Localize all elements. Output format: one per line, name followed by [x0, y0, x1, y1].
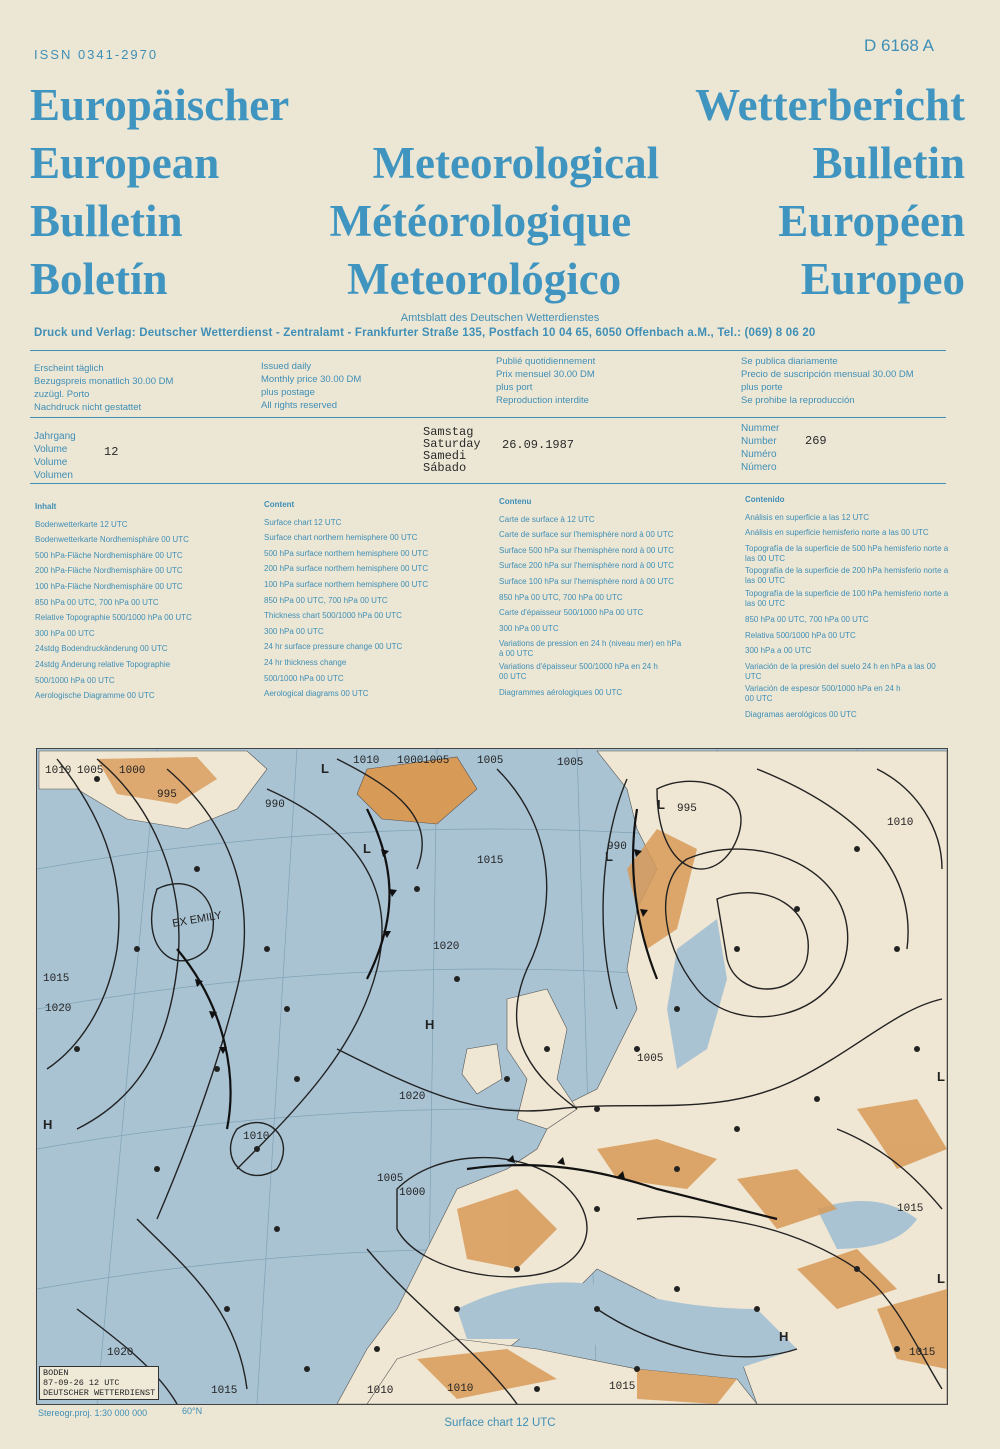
high-pressure-center: H [425, 1017, 435, 1032]
subscription-line: Issued daily [261, 361, 312, 372]
number-label: Numéro [741, 449, 777, 460]
isobar-label: 995 [157, 789, 177, 801]
contents-item: 100 hPa-Fläche Nordhemisphäre 00 UTC [35, 581, 183, 591]
contents-item: Diagramas aerológicos 00 UTC [745, 710, 857, 720]
divider [30, 483, 946, 484]
contents-item: Variations d'épaisseur 500/1000 hPa en 24 h 00 UTC [499, 661, 658, 681]
isobar-label: 995 [677, 803, 697, 815]
contents-item: Surface chart 12 UTC [264, 517, 342, 527]
isobar-label: 1005 [557, 757, 584, 769]
title-word: Europäischer [30, 80, 290, 130]
subscription-english [261, 360, 361, 412]
subscription-line: Nachdruck nicht gestattet [34, 402, 142, 413]
contents-item: Análisis en superficie a las 12 UTC [745, 512, 870, 522]
subscription-french [496, 355, 595, 407]
contents-heading: Content [264, 500, 295, 509]
subscription-line: plus porte [741, 382, 783, 393]
low-pressure-center: L [321, 761, 329, 776]
surface-weather-map [36, 748, 948, 1405]
day-label: Samstag [423, 425, 474, 439]
contents-german [35, 499, 250, 704]
contents-item: 300 hPa 00 UTC [35, 628, 95, 638]
subscription-line: Se prohibe la reproducción [741, 395, 855, 406]
contents-item: Variations de pression en 24 h (niveau mer) en hPa à 00 UTC [499, 639, 682, 659]
contents-item: 24 hr surface pressure change 00 UTC [264, 642, 403, 652]
amtsblatt-subtitle: Amtsblatt des Deutschen Wetterdienstes [400, 312, 600, 324]
contents-english [264, 497, 479, 702]
volume-value: 12 [104, 445, 119, 459]
contents-item: Bodenwetterkarte Nordhemisphäre 00 UTC [35, 535, 189, 545]
subscription-line: zuzügl. Porto [34, 389, 90, 400]
isobar-label: 1005 [477, 755, 504, 767]
contents-item: Diagrammes aérologiques 00 UTC [499, 687, 623, 697]
title-word: Boletín [30, 254, 168, 304]
isobar-label: 1000 [397, 755, 424, 767]
publisher-line: Druck und Verlag: Deutscher Wetterdienst - Zentralamt - Frankfurter Straße 135, Postfach 10 04 65, 6050 Offenbach a.M., Tel.: (069) 8 06 20 [34, 327, 816, 339]
isobar-label: 990 [265, 799, 285, 811]
high-pressure-center: H [43, 1117, 53, 1132]
contents-item: 200 hPa-Fläche Nordhemisphäre 00 UTC [35, 566, 183, 576]
title-french [30, 194, 965, 248]
isobar-label: 1005 [77, 765, 104, 777]
contents-item: Carte de surface à 12 UTC [499, 514, 595, 524]
title-word: Europeo [800, 254, 965, 304]
issn-number: ISSN 0341-2970 [34, 47, 159, 62]
contents-item: 500 hPa-Fläche Nordhemisphäre 00 UTC [35, 550, 183, 560]
title-word: Météorologique [329, 196, 632, 246]
isobar-label: 1010 [45, 765, 72, 777]
contents-item: Bodenwetterkarte 12 UTC [35, 519, 128, 529]
contents-item: 24stdg Änderung relative Topographie [35, 659, 171, 669]
volume-label: Volume [34, 444, 68, 455]
isobar-label: 1010 [887, 817, 914, 829]
subscription-line: plus postage [261, 387, 315, 398]
contents-spanish [745, 492, 960, 723]
map-caption: Surface chart 12 UTC [444, 1417, 556, 1429]
number-label: Number [741, 436, 777, 447]
contents-item: 200 hPa surface northern hemisphere 00 UTC [264, 564, 429, 574]
contents-item: 300 hPa a 00 UTC [745, 646, 812, 656]
contents-heading: Inhalt [35, 502, 57, 511]
contents-item: Topografía de la superficie de 200 hPa hemisferio norte a las 00 UTC [745, 566, 949, 586]
contents-item: Surface 500 hPa sur l'hemisphère nord à 00 UTC [499, 545, 674, 555]
title-word: European [30, 138, 220, 188]
map-drawing [37, 749, 947, 1404]
map-stamp [39, 1366, 159, 1400]
map-latitude: 60°N [182, 1406, 203, 1416]
contents-heading: Contenido [745, 495, 785, 504]
divider [30, 350, 946, 351]
subscription-line: Erscheint täglich [34, 363, 104, 374]
isobar-label: 1020 [45, 1003, 72, 1015]
day-label: Samedi [423, 449, 467, 463]
contents-item: Relativa 500/1000 hPa 00 UTC [745, 630, 856, 640]
isobar-label: 1010 [243, 1131, 270, 1143]
contents-heading: Contenu [499, 497, 532, 506]
subscription-line: Monthly price 30.00 DM [261, 374, 362, 385]
number-labels [741, 422, 779, 474]
contents-item: Surface 200 hPa sur l'hemisphère nord à 00 UTC [499, 561, 674, 571]
contents-item: 500/1000 hPa 00 UTC [264, 673, 344, 683]
isobar-label: 1005 [377, 1173, 404, 1185]
title-spanish [30, 252, 965, 306]
isobar-label: 1005 [637, 1053, 664, 1065]
contents-item: 24 hr thickness change [264, 657, 347, 667]
contents-french [499, 494, 719, 700]
issue-date: 26.09.1987 [502, 438, 575, 452]
contents-item: 850 hPa 00 UTC, 700 hPa 00 UTC [745, 614, 869, 624]
storm-label: EX EMILY [171, 909, 223, 930]
isobar-label: 1020 [399, 1091, 426, 1103]
volume-labels [34, 430, 76, 482]
subscription-line: All rights reserved [261, 400, 338, 411]
subscription-line: Se publica diariamente [741, 356, 838, 367]
contents-item: Aerologische Diagramme 00 UTC [35, 691, 155, 701]
issue-number: 269 [805, 434, 827, 448]
isobar-label: 1015 [211, 1385, 238, 1397]
isobar-label: 1015 [43, 973, 70, 985]
title-word: Wetterbericht [695, 80, 965, 130]
contents-item: Surface 100 hPa sur l'hemisphère nord à 00 UTC [499, 576, 674, 586]
low-pressure-center: L [937, 1271, 945, 1286]
stamp-line: BODEN [43, 1368, 69, 1378]
isobar-label: 1015 [477, 855, 504, 867]
isobar-label: 1000 [119, 765, 146, 777]
contents-item: 300 hPa 00 UTC [499, 623, 559, 633]
low-pressure-center: L [937, 1069, 945, 1084]
day-label: Saturday [423, 437, 481, 451]
contents-item: Thickness chart 500/1000 hPa 00 UTC [264, 611, 402, 621]
stamp-line: 87-09-26 12 UTC [43, 1378, 120, 1388]
subscription-german [34, 362, 173, 414]
high-pressure-center: H [779, 1329, 789, 1344]
subscription-line: Publié quotidiennement [496, 356, 596, 367]
title-word: Européen [778, 196, 965, 246]
isobar-label: 1005 [423, 755, 450, 767]
isobar-label: 1010 [367, 1385, 394, 1397]
contents-item: 500 hPa surface northern hemisphere 00 UTC [264, 548, 429, 558]
contents-item: 500/1000 hPa 00 UTC [35, 675, 115, 685]
low-pressure-center: L [363, 841, 371, 856]
isobar-label: 1015 [909, 1347, 936, 1359]
title-word: Meteorological [372, 138, 660, 188]
low-pressure-center: L [657, 797, 665, 812]
subscription-spanish [741, 355, 914, 407]
contents-item: 850 hPa 00 UTC, 700 hPa 00 UTC [35, 597, 159, 607]
contents-item: Relative Topographie 500/1000 hPa 00 UTC [35, 613, 192, 623]
isobar-label: 1010 [447, 1383, 474, 1395]
subscription-line: Bezugspreis monatlich 30.00 DM [34, 376, 174, 387]
contents-item: Aerological diagrams 00 UTC [264, 689, 369, 699]
volume-label: Volume [34, 457, 68, 468]
contents-item: Topografía de la superficie de 100 hPa hemisferio norte a las 00 UTC [745, 589, 949, 609]
low-pressure-center: L [605, 849, 613, 864]
contents-item: Surface chart northern hemisphere 00 UTC [264, 533, 418, 543]
divider [30, 417, 946, 418]
subscription-line: Prix mensuel 30.00 DM [496, 369, 595, 380]
contents-item: 300 hPa 00 UTC [264, 626, 324, 636]
isobar-label: 1015 [897, 1203, 924, 1215]
contents-item: 850 hPa 00 UTC, 700 hPa 00 UTC [499, 592, 623, 602]
document-id: D 6168 A [864, 36, 934, 55]
contents-item: Topografía de la superficie de 500 hPa hemisferio norte a las 00 UTC [745, 543, 949, 563]
isobar-label: 990 [607, 841, 627, 853]
isobar-label: 1020 [433, 941, 460, 953]
contents-item: 100 hPa surface northern hemisphere 00 UTC [264, 579, 429, 589]
title-word: Bulletin [30, 196, 183, 246]
isobar-label: 1015 [609, 1381, 636, 1393]
number-label: Número [741, 462, 777, 473]
subscription-line: Reproduction interdite [496, 395, 589, 406]
contents-item: Carte de surface sur l'hemisphère nord à 00 UTC [499, 530, 674, 540]
title-word: Meteorológico [347, 254, 622, 304]
day-label: Sábado [423, 461, 467, 475]
title-german [30, 78, 965, 132]
title-english [30, 136, 965, 190]
isobar-label: 1000 [399, 1187, 426, 1199]
volume-label: Jahrgang [34, 431, 76, 442]
map-projection: Stereogr.proj. 1:30 000 000 [38, 1408, 148, 1418]
volume-label: Volumen [34, 470, 73, 481]
contents-item: 850 hPa 00 UTC, 700 hPa 00 UTC [264, 595, 388, 605]
day-labels [423, 426, 481, 474]
contents-item: Variación de espesor 500/1000 hPa en 24 h 00 UTC [745, 684, 901, 704]
number-label: Nummer [741, 423, 780, 434]
stamp-line: DEUTSCHER WETTERDIENST [43, 1388, 156, 1398]
subscription-line: Precio de suscripción mensual 30.00 DM [741, 369, 914, 380]
contents-item: Variación de la presión del suelo 24 h en hPa a las 00 UTC [745, 661, 936, 681]
isobar-label: 1010 [353, 755, 380, 767]
isobar-label: 1020 [107, 1347, 134, 1359]
subscription-line: plus port [496, 382, 533, 393]
contents-item: Análisis en superficie hemisferio norte a las 00 UTC [745, 528, 929, 538]
contents-item: 24stdg Bodendruckänderung 00 UTC [35, 644, 168, 654]
contents-item: Carte d'épaisseur 500/1000 hPa 00 UTC [499, 608, 644, 618]
title-word: Bulletin [812, 138, 965, 188]
